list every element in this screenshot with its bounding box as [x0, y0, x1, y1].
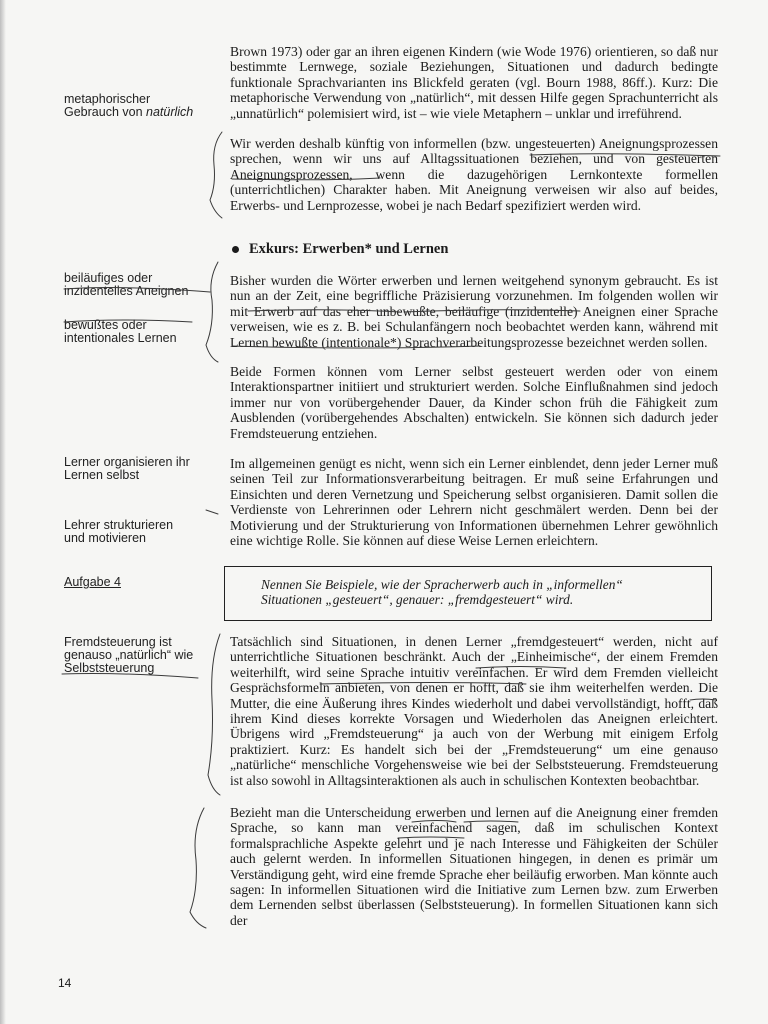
pencil-underline	[464, 821, 518, 822]
pencil-brace	[208, 634, 220, 795]
pencil-underline	[404, 310, 580, 312]
pencil-brace	[190, 808, 206, 928]
paragraph-text: Bezieht man die Unterscheidung erwerben und lernen auf die Aneignung einer fremden Sprache, so kann man vereinfachend sagen, daß im schulischen Kontext formalsprachliche Aspekte gelehrt und je nach Interesse und Fähigkeiten der Schüler auch gelernt werden. In informellen Situationen hingegen, in denen es primär um Verständigung geht, wird eine fremde Sprache eher beiläufig erworben. Man könnte auch sagen: In informellen Situationen wird die Initiative zum Lernen bzw. zum Erwerben dem Lernenden selbst überlassen (Selbststeuerung). In formellen Situationen kann sich der	[230, 805, 718, 928]
pencil-underline	[64, 288, 210, 292]
margin-note-line: metaphorischer	[64, 92, 151, 106]
margin-note-line: Lehrer strukturieren	[64, 518, 174, 532]
paragraph-text: Brown 1973) oder gar an ihren eigenen Kindern (wie Wode 1976) orientieren, so daß nur bestimmte Lernwege, soziale Beziehungen, Situationen und dadurch bedingte funktionale Sprachvarianten ins Blickfeld geraten (vgl. Bourn 1988, 86ff.). Kurz: Die metaphorische Verwendung von „natürlich“, mit dessen Hilfe gegen Sprachunterricht als „unnatürlich“ polemisiert wird, ist – wie viele Metaphern – unklar und irreführend.	[230, 44, 718, 121]
pencil-underline	[476, 667, 566, 669]
pencil-underline	[62, 674, 198, 679]
margin-note-line: genauso „natürlich“ wie	[64, 648, 194, 662]
paragraph-text: Im allgemeinen genügt es nicht, wenn sich ein Lerner einblendet, denn jeder Lerner muß seinen Teil zur Informationsverarbeitung beitragen. Er muß seine Erfahrungen und Einsichten und deren Vernetzung und Speicherung selbst organisieren. Damit sollen die Verdienste von Lehrerinnen oder Lehrern nicht geschmälert werden. Denn bei der Motivierung und der Strukturierung von Informationen übernehmen Lehrer gewöhnlich eine wichtige Rolle. Sie können auf diese Weise Lernen erleichtern.	[230, 456, 718, 549]
margin-note-line: Lerner organisieren ihr	[64, 455, 190, 469]
pencil-underline	[232, 346, 480, 348]
margin-note-line: Fremdsteuerung ist	[64, 635, 172, 649]
margin-note-line: bewußtes oder	[64, 318, 147, 332]
task-text: Nennen Sie Beispiele, wie der Spracherwerb auch in „informellen“ Situationen „gesteuert“, genauer: „fremdgesteuert“ wird.	[261, 577, 623, 607]
margin-note-text: Gebrauch von	[64, 105, 146, 119]
paragraph-text: Bisher wurden die Wörter erwerben und lernen weitgehend synonym gebraucht. Es ist nun an der Zeit, eine begriffliche Präzisierung vorzunehmen. Im folgenden wollen wir mit Erwerb auf das eher unbewußte, beiläufige (inzidentelle) Aneignen einer Sprache verweisen, wie es z. B. bei Schulanfängern noch beobachtet werden kann, während mit Lernen bewußte (intentionale*) Sprachverarbeitungsprozesse bezeichnet werden sollen.	[230, 273, 718, 350]
margin-note-line: Selbststeuerung	[64, 661, 155, 675]
pencil-underline	[412, 821, 456, 823]
pencil-brace	[206, 262, 218, 362]
page-number: 14	[58, 976, 72, 990]
pencil-brace	[210, 132, 222, 218]
margin-note-line: und motivieren	[64, 531, 146, 545]
paragraph-text: Beide Formen können vom Lerner selbst gesteuert werden oder von einem Interaktionspartner initiiert und strukturiert werden. Solche Einflußnahmen sind jedoch immer nur von vorübergehender Dauer, da Kinder schon früh die Fähigkeit zum Ausblenden (vorübergehendes Abschalten) entwickeln. Sie können sich dadurch jeder Fremdsteuerung entziehen.	[230, 364, 718, 441]
paragraph-text: Tatsächlich sind Situationen, in denen Lerner „fremdgesteuert“ werden, nicht auf unterrichtliche Situationen beschränkt. Auch der „Einheimische“, der einem Fremden weiterhilft, wird seine Sprache intuitiv vereinfachen. Er wird dem Fremden vielleicht Gesprächsformeln anbieten, von denen er hofft, daß sie ihm weiterhelfen werden. Die Mutter, die eine Äußerung ihres Kindes wiederholt und dabei vervollständigt, hofft, daß ihrem Kind dieses korrekte Vorsagen und Wiederholen das Aneignen erleichtert. Übrigens wird „Fremdsteuerung“ ja auch von der Werbung mit einigem Erfolg praktiziert. Kurz: Es handelt sich bei der „Fremdsteuerung“ um eine genauso „natürliche“ menschliche Vorgehensweise wie bei der Selbststeuerung. Fremdsteuerung ist also sowohl in Alltagsinteraktionen als auch in schulischen Kontexten beobachtbar.	[230, 634, 718, 788]
pencil-underline	[320, 683, 526, 685]
pencil-underline	[248, 310, 400, 312]
pencil-underline	[398, 837, 464, 838]
margin-note-line: Aufgabe 4	[64, 575, 121, 589]
paragraph-text: Wir werden deshalb künftig von informellen (bzw. ungesteuerten) Aneignungsprozessen sprechen, wenn wir uns auf Alltagssituationen beziehen, und von gesteuerten Aneignungsprozessen, wenn die dazugehörigen Lernkontexte formellen (unterrichtlichen) Charakter haben. Mit Aneignung verweisen wir also auf beides, Erwerbs- und Lernprozesse, wobei je nach Bedarf spezifiziert werden wird.	[230, 136, 718, 213]
pencil-underline	[690, 699, 716, 700]
margin-note-line: intentionales Lernen	[64, 331, 177, 345]
margin-note-italic: natürlich	[146, 105, 194, 119]
heading-text: Exkurs: Erwerben* und Lernen	[249, 241, 449, 257]
pencil-tick	[206, 510, 218, 514]
margin-note-line: beiläufiges oder	[64, 271, 153, 285]
margin-note-line: Lernen selbst	[64, 468, 140, 482]
pencil-underline	[232, 178, 380, 180]
margin-note-line: inzidentelles Aneignen	[64, 284, 189, 298]
pencil-underline	[64, 320, 192, 322]
pencil-underline	[530, 154, 720, 156]
